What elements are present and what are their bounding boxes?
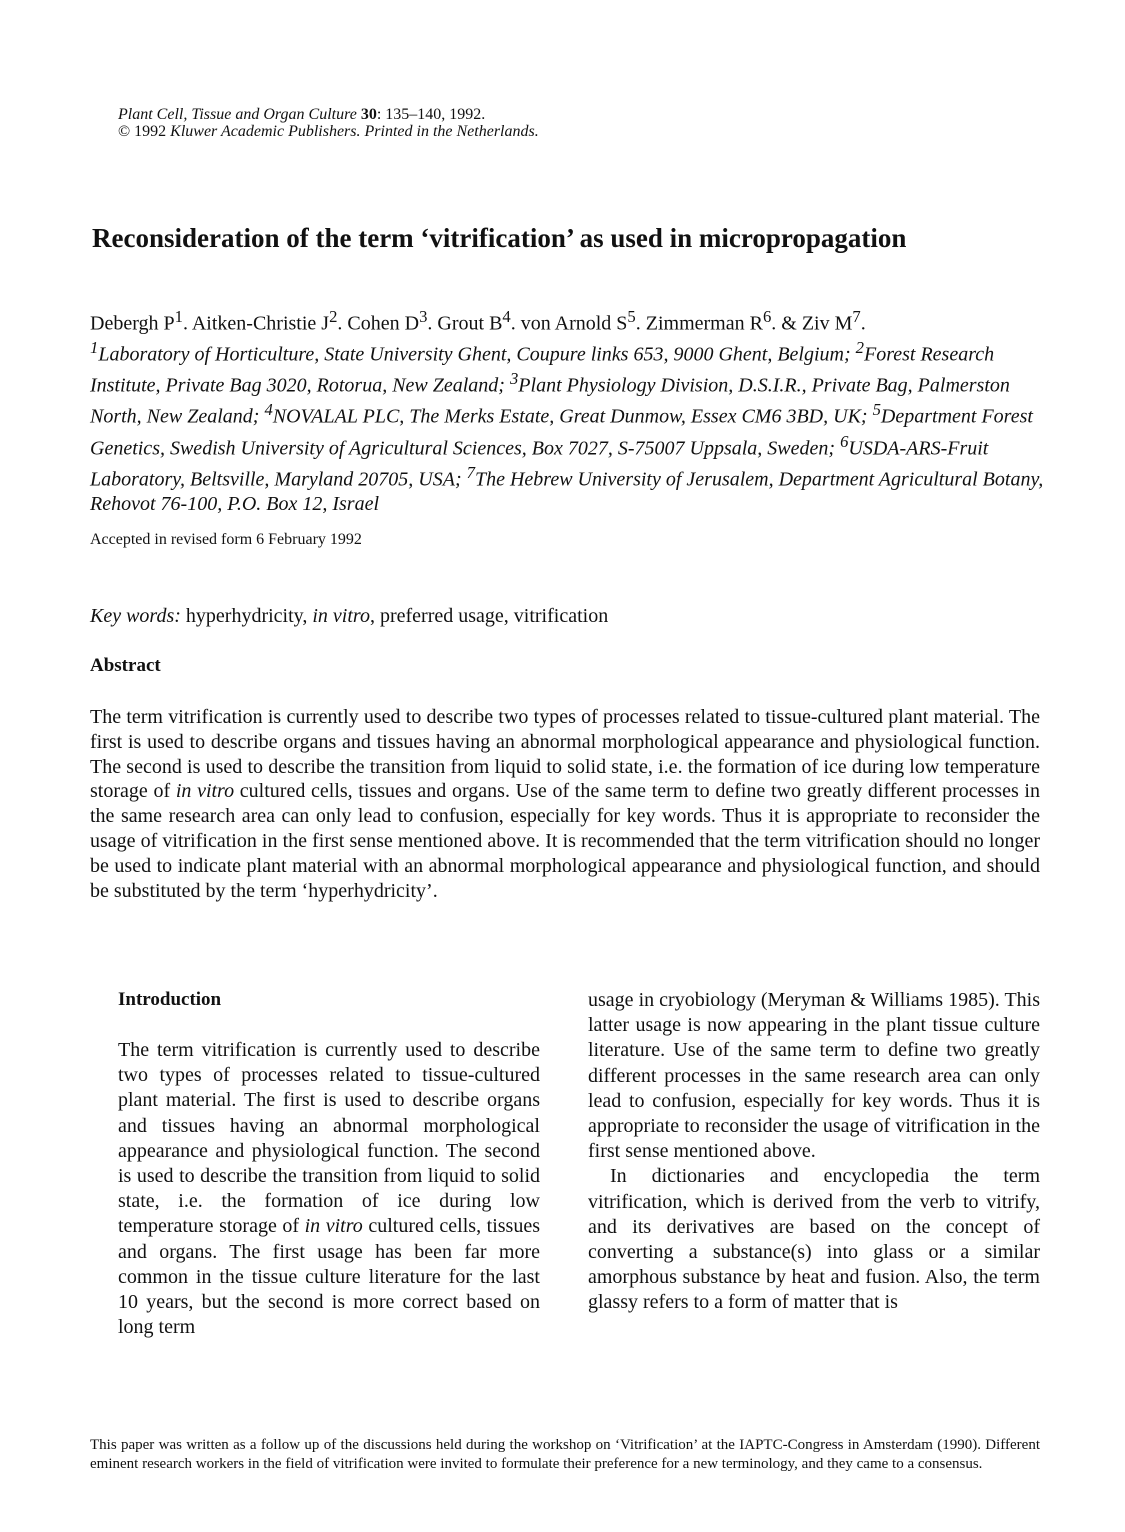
abstract-text: The term vitrification is currently used to describe two types of processes related to tissue-cultured plant material. The first is used to describe organs and tissues having an abnormal morphological appearance and physiological function. The second is used to describe the transition from liquid to solid state, i.e. the formation of ice during low temperature storage of in vitro cultured cells, tissues and organs. Use of the same term to define two greatly different processes in the same research area can only lead to confusion, especially for key words. Thus it is appropriate to reconsider the usage of vitrification in the first sense mentioned above. It is recommended that the term vitrification should no longer be used to indicate plant material with an abnormal morphological appearance and physiological function, and should be substituted by the term ‘hyperhydricity’. — [90, 706, 1040, 902]
author-name: von Arnold S — [520, 312, 628, 335]
paragraph: usage in cryobiology (Meryman & Williams 1985). This latter usage is now appearing in the plant tissue culture literature. Use of the same term to define two greatly different processes in the same research area can only lead to confusion, especially for key words. Thus it is appropriate to reconsider the usage of vitrification in the first sense mentioned above. — [588, 989, 1040, 1163]
journal-volume: 30 — [360, 106, 377, 123]
keywords: Key words: hyperhydricity, in vitro, preferred usage, vitrification — [90, 605, 609, 627]
author-name: Zimmerman R — [645, 312, 763, 335]
affiliation: Plant Physiology Division, D.S.I.R., Private Bag, Palmerston North, New Zealand; — [90, 374, 1010, 429]
author-name: Grout B — [437, 312, 503, 335]
abstract-heading: Abstract — [90, 655, 161, 676]
paper-title: Reconsideration of the term ‘vitrification’ as used in micropropagation — [92, 223, 907, 253]
author-name: Debergh P — [90, 312, 175, 335]
copyright-symbol: © — [118, 123, 131, 140]
journal-header — [118, 106, 539, 140]
author-name: Ziv M — [801, 312, 853, 335]
journal-copyright — [118, 123, 539, 140]
accepted-date: Accepted in revised form 6 February 1992 — [90, 531, 362, 548]
affiliation: Forest Research Institute, Private Bag 3020, Rotorua, New Zealand; — [90, 343, 995, 397]
affiliation: Laboratory of Horticulture, State University Ghent, Coupure links 653, 9000 Ghent, Belgium; — [98, 343, 856, 366]
affiliation: The Hebrew University of Jerusalem, Department Agricultural Botany, Rehovot 76-100, P.O. Box 12, Israel — [90, 468, 1044, 515]
journal-name: Plant Cell, Tissue and Organ Culture — [118, 106, 357, 123]
journal-pages-year: : 135–140, 1992. — [376, 106, 486, 123]
author-name: Cohen D — [347, 312, 420, 335]
keywords-label: Key words: — [90, 605, 181, 627]
author-name: Aitken-Christie J — [191, 312, 330, 335]
authors-block — [90, 305, 1050, 516]
affiliation: USDA-ARS-Fruit Laboratory, Beltsville, Maryland 20705, USA; — [90, 437, 989, 491]
introduction-heading: Introduction — [118, 989, 222, 1010]
publisher-line: Kluwer Academic Publishers. Printed in the Netherlands. — [170, 123, 539, 140]
copyright-year: 1992 — [134, 123, 167, 140]
affiliation: Department Forest Genetics, Swedish University of Agricultural Sciences, Box 7027, S-75007 Uppsala, Sweden; — [90, 406, 1033, 460]
footnote: This paper was written as a follow up of the discussions held during the workshop on ‘Vitrification’ at the IAPTC-Congress in Amsterdam (1990). Different eminent research workers in the field of vitrification were invited to formulate their preference for a new terminology, and they came to a consensus. — [90, 1437, 1040, 1472]
author-list: Debergh $P^1$. Aitken-Christie $J^2$. Cohen $D^3$. Grout $B^4$. von Arnold $S^5$. Zimmerman $R^6$. & Ziv $M^7$. — [90, 307, 866, 335]
introduction-right-column — [588, 988, 1040, 1316]
journal-citation — [118, 106, 539, 123]
paragraph: In dictionaries and encyclopedia the term vitrification, which is derived from the verb to vitrify, and its derivatives are based on the concept of converting a substance(s) into glass or a similar amorphous substance by heat and fusion. Also, the term glassy refers to a form of matter that is — [588, 1165, 1040, 1314]
affiliation: NOVALAL PLC, The Merks Estate, Great Dunmow, Essex CM6 3BD, UK; — [272, 406, 873, 429]
affiliations: $^1$Laboratory of Horticulture, State University Ghent, Coupure links 653, 9000 Ghent, Belgium; $^2$Forest Research Institute, Private Bag 3020, Rotorua, New Zealand; $^3$Plant Physiology Division, D.S.I.R., Private Bag, Palmerston North, New Zealand; $^4$NOVALAL PLC, The Merks Estate, Great Dunmow, Essex CM6 3BD, UK; $^5$Department Forest Genetics, Swedish University of Agricultural Sciences, Box 7027, S-75007 Uppsala, Sweden; $^6$USDA-ARS-Fruit Laboratory, Beltsville, Maryland 20705, USA; $^7$The Hebrew University of Jerusalem, Department Agricultural Botany, Rehovot 76-100, P.O. Box 12, Israel — [90, 338, 1044, 515]
introduction-left-column: The term vitrification is currently used to describe two types of processes related to tissue-cultured plant material. The first is used to describe organs and tissues having an abnormal morphological appearance and physiological function. The second is used to describe the transition from liquid to solid state, i.e. the formation of ice during low temperature storage of in vitro cultured cells, tissues and organs. The first usage has been far more common in the tissue culture literature for the last 10 years, but the second is more correct based on long term — [118, 1039, 540, 1339]
